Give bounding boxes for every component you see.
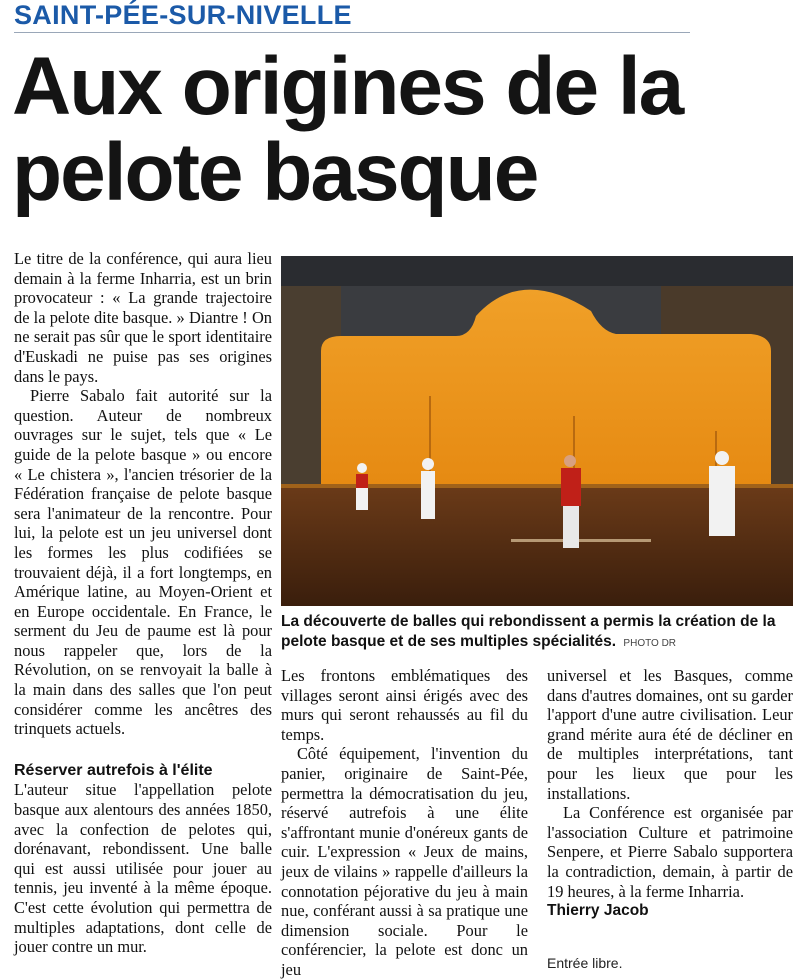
entry-note: Entrée libre. <box>547 955 623 971</box>
author-signature: Thierry Jacob <box>547 902 649 920</box>
column-2 <box>281 666 528 980</box>
column-3 <box>547 666 793 921</box>
headline: Aux origines de la pelote basque <box>12 41 683 218</box>
col2-paragraph-2: Côté équipement, l'invention du panier, originaire de Saint-Pée, permettra la démocratisation du jeu, réservé autrefois à une élite s'affrontant munie d'onéreux gants de cuir. L'expression « Jeux de mains, jeux de vilains » rappelle d'ailleurs la connotation péjorative du jeu à main nue, conférant aussi à sa pratique une dimension sociale. Pour le conférencier, la pelote est donc un jeu <box>281 744 528 979</box>
fronton-photo-illustration <box>281 256 793 606</box>
fronton-photo <box>281 256 793 606</box>
col2-paragraph-1: Les frontons emblématiques des villages seront ainsi érigés avec des murs qui seront rehaussés au fil du temps. <box>281 666 528 744</box>
column-1 <box>14 249 272 957</box>
col3-paragraph-1: universel et les Basques, comme dans d'autres domaines, ont su garder l'apport d'une autre civilisation. Leur grand mérite aura été de décliner en de multiples interprétations, tant pour les lieux que pour les installations. <box>547 666 793 803</box>
subheading: Réserver autrefois à l'élite <box>14 761 213 779</box>
photo-caption <box>281 612 793 654</box>
photo-caption-text: La découverte de balles qui rebondissent a permis la création de la pelote basque et de ses multiples spécialités. <box>281 613 776 650</box>
kicker-rule <box>14 32 690 33</box>
col1-paragraph-2: Pierre Sabalo fait autorité sur la question. Auteur de nombreux ouvrages sur le sujet, tels que « Le guide de la pelote basque » ou encore « Le chistera », l'ancien trésorier de la Fédération française de pelote basque sera l'animateur de la rencontre. Pour lui, la pelote est un jeu universel dont les formes les plus codifiées se trouvaient déjà, il a fort longtemps, en Amérique latine, au Moyen-Orient et en Europe occidentale. En France, le serment du Jeu de paume est là pour nous rappeler que, lors de la Révolution, on se renvoyait la balle à la main dans des salles que l'on peut considérer comme les ancêtres des trinquets actuels. <box>14 386 272 739</box>
col3-paragraph-2: La Conférence est organisée par l'association Culture et patrimoine Senpere, et Pierre Sabalo supportera la contradiction, demain, à partir de 19 heures, à la ferme Inharria. <box>547 803 793 901</box>
photo-credit: PHOTO DR <box>623 638 677 649</box>
kicker: SAINT-PÉE-SUR-NIVELLE <box>14 0 352 30</box>
col1-paragraph-1: Le titre de la conférence, qui aura lieu demain à la ferme Inharria, est un brin provocateur : « La grande trajectoire de la pelote dite basque. » Diantre ! On ne serait pas sûr que le sport identitaire d'Euskadi ne puise pas ses origines dans le pays. <box>14 249 272 386</box>
col1-paragraph-3: L'auteur situe l'appellation pelote basque aux alentours des années 1850, avec la confection de pelotes qui, dorénavant, rebondissent. Une balle qui est aussi utilisée pour jouer au tennis, jeu inventé à la même époque. C'est cette évolution qui permettra de multiples adaptations, dont celle de jouer contre un mur. <box>14 780 272 957</box>
